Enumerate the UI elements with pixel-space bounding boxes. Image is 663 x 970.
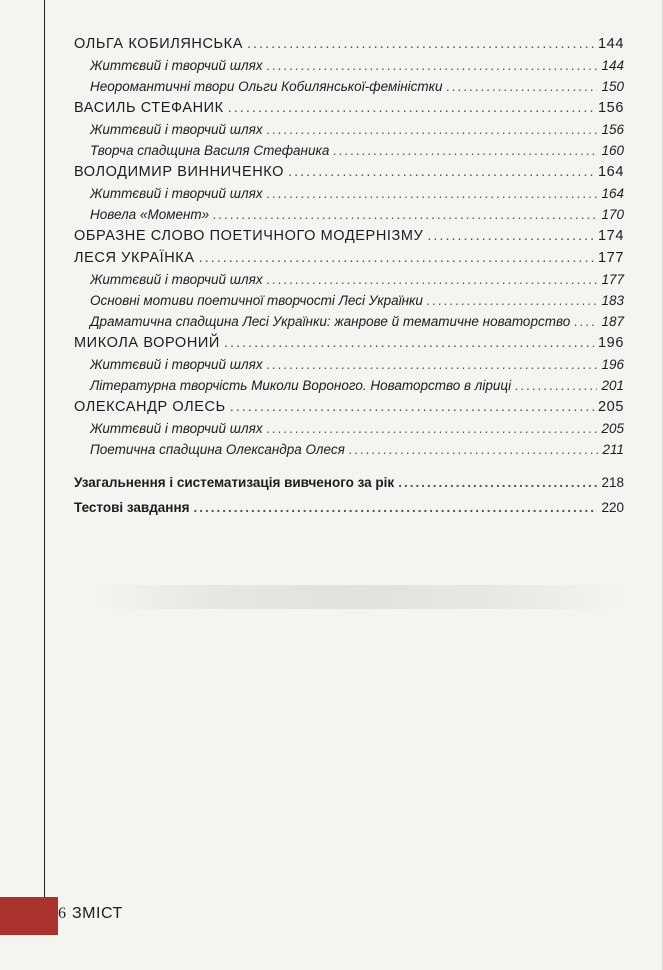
- dot-leader: [447, 76, 598, 97]
- toc-entry-page: 196: [601, 357, 624, 372]
- dot-leader: [213, 204, 597, 225]
- toc-entry-title: ЛЕСЯ УКРАЇНКА: [74, 250, 195, 266]
- dot-leader: [349, 439, 599, 460]
- toc-entry-voronyi-life[interactable]: [74, 354, 624, 375]
- toc-entry-page: 164: [601, 186, 624, 201]
- toc-entry-stefanyk[interactable]: [74, 98, 624, 119]
- toc-entry-page: 205: [601, 421, 624, 436]
- toc-entry-title: МИКОЛА ВОРОНИЙ: [74, 335, 220, 351]
- toc-entry-page: 177: [601, 272, 624, 287]
- toc-entry-title: Новела «Момент»: [90, 207, 210, 222]
- toc-entry-page: 156: [598, 100, 624, 116]
- toc-entry-title: Неоромантичні твори Ольги Кобилянської-феміністки: [90, 79, 443, 94]
- toc-entry-page: 201: [601, 378, 624, 393]
- dot-leader: [267, 119, 598, 140]
- toc-entry-ukrainka-poetry[interactable]: [74, 290, 624, 311]
- toc-entry-page: 144: [601, 58, 624, 73]
- dot-leader: [247, 34, 594, 55]
- toc-entry-kobylianska[interactable]: [74, 34, 624, 55]
- toc-entry-title: ОБРАЗНЕ СЛОВО ПОЕТИЧНОГО МОДЕРНІЗМУ: [74, 228, 424, 244]
- toc-entry-stefanyk-works[interactable]: [74, 140, 624, 161]
- toc-entry-kobylianska-works[interactable]: [74, 76, 624, 97]
- toc-entry-title: Життєвий і творчий шлях: [90, 272, 263, 287]
- dot-leader: [333, 140, 597, 161]
- toc-entry-title: Тестові завдання: [74, 500, 190, 515]
- toc-entry-title: Життєвий і творчий шлях: [90, 58, 263, 73]
- dot-leader: [224, 333, 594, 354]
- toc-entry-page: 170: [601, 207, 624, 222]
- dot-leader: [427, 226, 594, 247]
- toc-entry-vynnychenko-life[interactable]: [74, 183, 624, 204]
- toc-entry-page: 150: [601, 79, 624, 94]
- dot-leader: [199, 248, 594, 269]
- dot-leader: [267, 354, 598, 375]
- dot-leader: [267, 55, 598, 76]
- toc-entry-voronyi-works[interactable]: [74, 375, 624, 396]
- table-of-contents: [74, 34, 624, 518]
- dot-leader: [427, 290, 598, 311]
- toc-entry-page: 177: [598, 250, 624, 266]
- toc-entry-title: ОЛЬГА КОБИЛЯНСЬКА: [74, 36, 243, 52]
- toc-entry-page: 196: [598, 335, 624, 351]
- section-label: ЗМІСТ: [72, 905, 123, 922]
- page-number: 6: [58, 905, 66, 922]
- toc-entry-title: Драматична спадщина Лесі Українки: жанрове й тематичне новаторство: [90, 314, 571, 329]
- toc-entry-title: ВАСИЛЬ СТЕФАНИК: [74, 100, 224, 116]
- toc-entry-title: Життєвий і творчий шлях: [90, 186, 263, 201]
- toc-entry-summary[interactable]: [74, 472, 624, 493]
- toc-entry-vynnychenko-moment[interactable]: [74, 204, 624, 225]
- toc-entry-oles-life[interactable]: [74, 418, 624, 439]
- dot-leader: [515, 375, 597, 396]
- toc-entry-page: 218: [601, 475, 624, 490]
- dot-leader: [574, 311, 597, 332]
- toc-entry-title: Літературна творчість Миколи Вороного. Новаторство в ліриці: [90, 378, 512, 393]
- toc-entry-kobylianska-life[interactable]: [74, 55, 624, 76]
- dot-leader: [267, 418, 598, 439]
- toc-entry-oles-works[interactable]: [74, 439, 624, 460]
- toc-entry-page: 211: [602, 442, 624, 457]
- toc-entry-page: 156: [601, 122, 624, 137]
- toc-entry-tests[interactable]: [74, 497, 624, 518]
- toc-entry-stefanyk-life[interactable]: [74, 119, 624, 140]
- show-through-shadow: [90, 585, 630, 609]
- toc-entry-page: 187: [601, 314, 624, 329]
- toc-entry-voronyi[interactable]: [74, 333, 624, 354]
- dot-leader: [267, 269, 598, 290]
- toc-entry-title: Поетична спадщина Олександра Олеся: [90, 442, 345, 457]
- footer-accent-bar: [0, 897, 58, 935]
- toc-entry-ukrainka[interactable]: [74, 248, 624, 269]
- dot-leader: [194, 497, 598, 518]
- toc-entry-title: Творча спадщина Василя Стефаника: [90, 143, 330, 158]
- toc-entry-page: 144: [598, 36, 624, 52]
- toc-entry-oles[interactable]: [74, 397, 624, 418]
- margin-rule: [44, 0, 45, 908]
- toc-entry-title: Основні мотиви поетичної творчості Лесі Українки: [90, 293, 423, 308]
- toc-entry-page: 205: [598, 399, 624, 415]
- dot-leader: [288, 162, 594, 183]
- toc-entry-title: Життєвий і творчий шлях: [90, 421, 263, 436]
- toc-entry-page: 160: [601, 143, 624, 158]
- toc-entry-modernism[interactable]: [74, 226, 624, 247]
- toc-entry-ukrainka-drama[interactable]: [74, 311, 624, 332]
- toc-entry-title: ВОЛОДИМИР ВИННИЧЕНКО: [74, 164, 285, 180]
- toc-entry-title: Життєвий і творчий шлях: [90, 122, 263, 137]
- toc-entry-page: 220: [601, 500, 624, 515]
- toc-entry-page: 183: [601, 293, 624, 308]
- toc-entry-ukrainka-life[interactable]: [74, 269, 624, 290]
- toc-entry-title: ОЛЕКСАНДР ОЛЕСЬ: [74, 399, 226, 415]
- toc-entry-title: Узагальнення і систематизація вивченого за рік: [74, 475, 395, 490]
- dot-leader: [228, 98, 594, 119]
- dot-leader: [398, 472, 597, 493]
- dot-leader: [267, 183, 598, 204]
- toc-entry-page: 164: [598, 164, 624, 180]
- toc-entry-vynnychenko[interactable]: [74, 162, 624, 183]
- toc-entry-title: Життєвий і творчий шлях: [90, 357, 263, 372]
- dot-leader: [230, 397, 594, 418]
- toc-entry-page: 174: [598, 228, 624, 244]
